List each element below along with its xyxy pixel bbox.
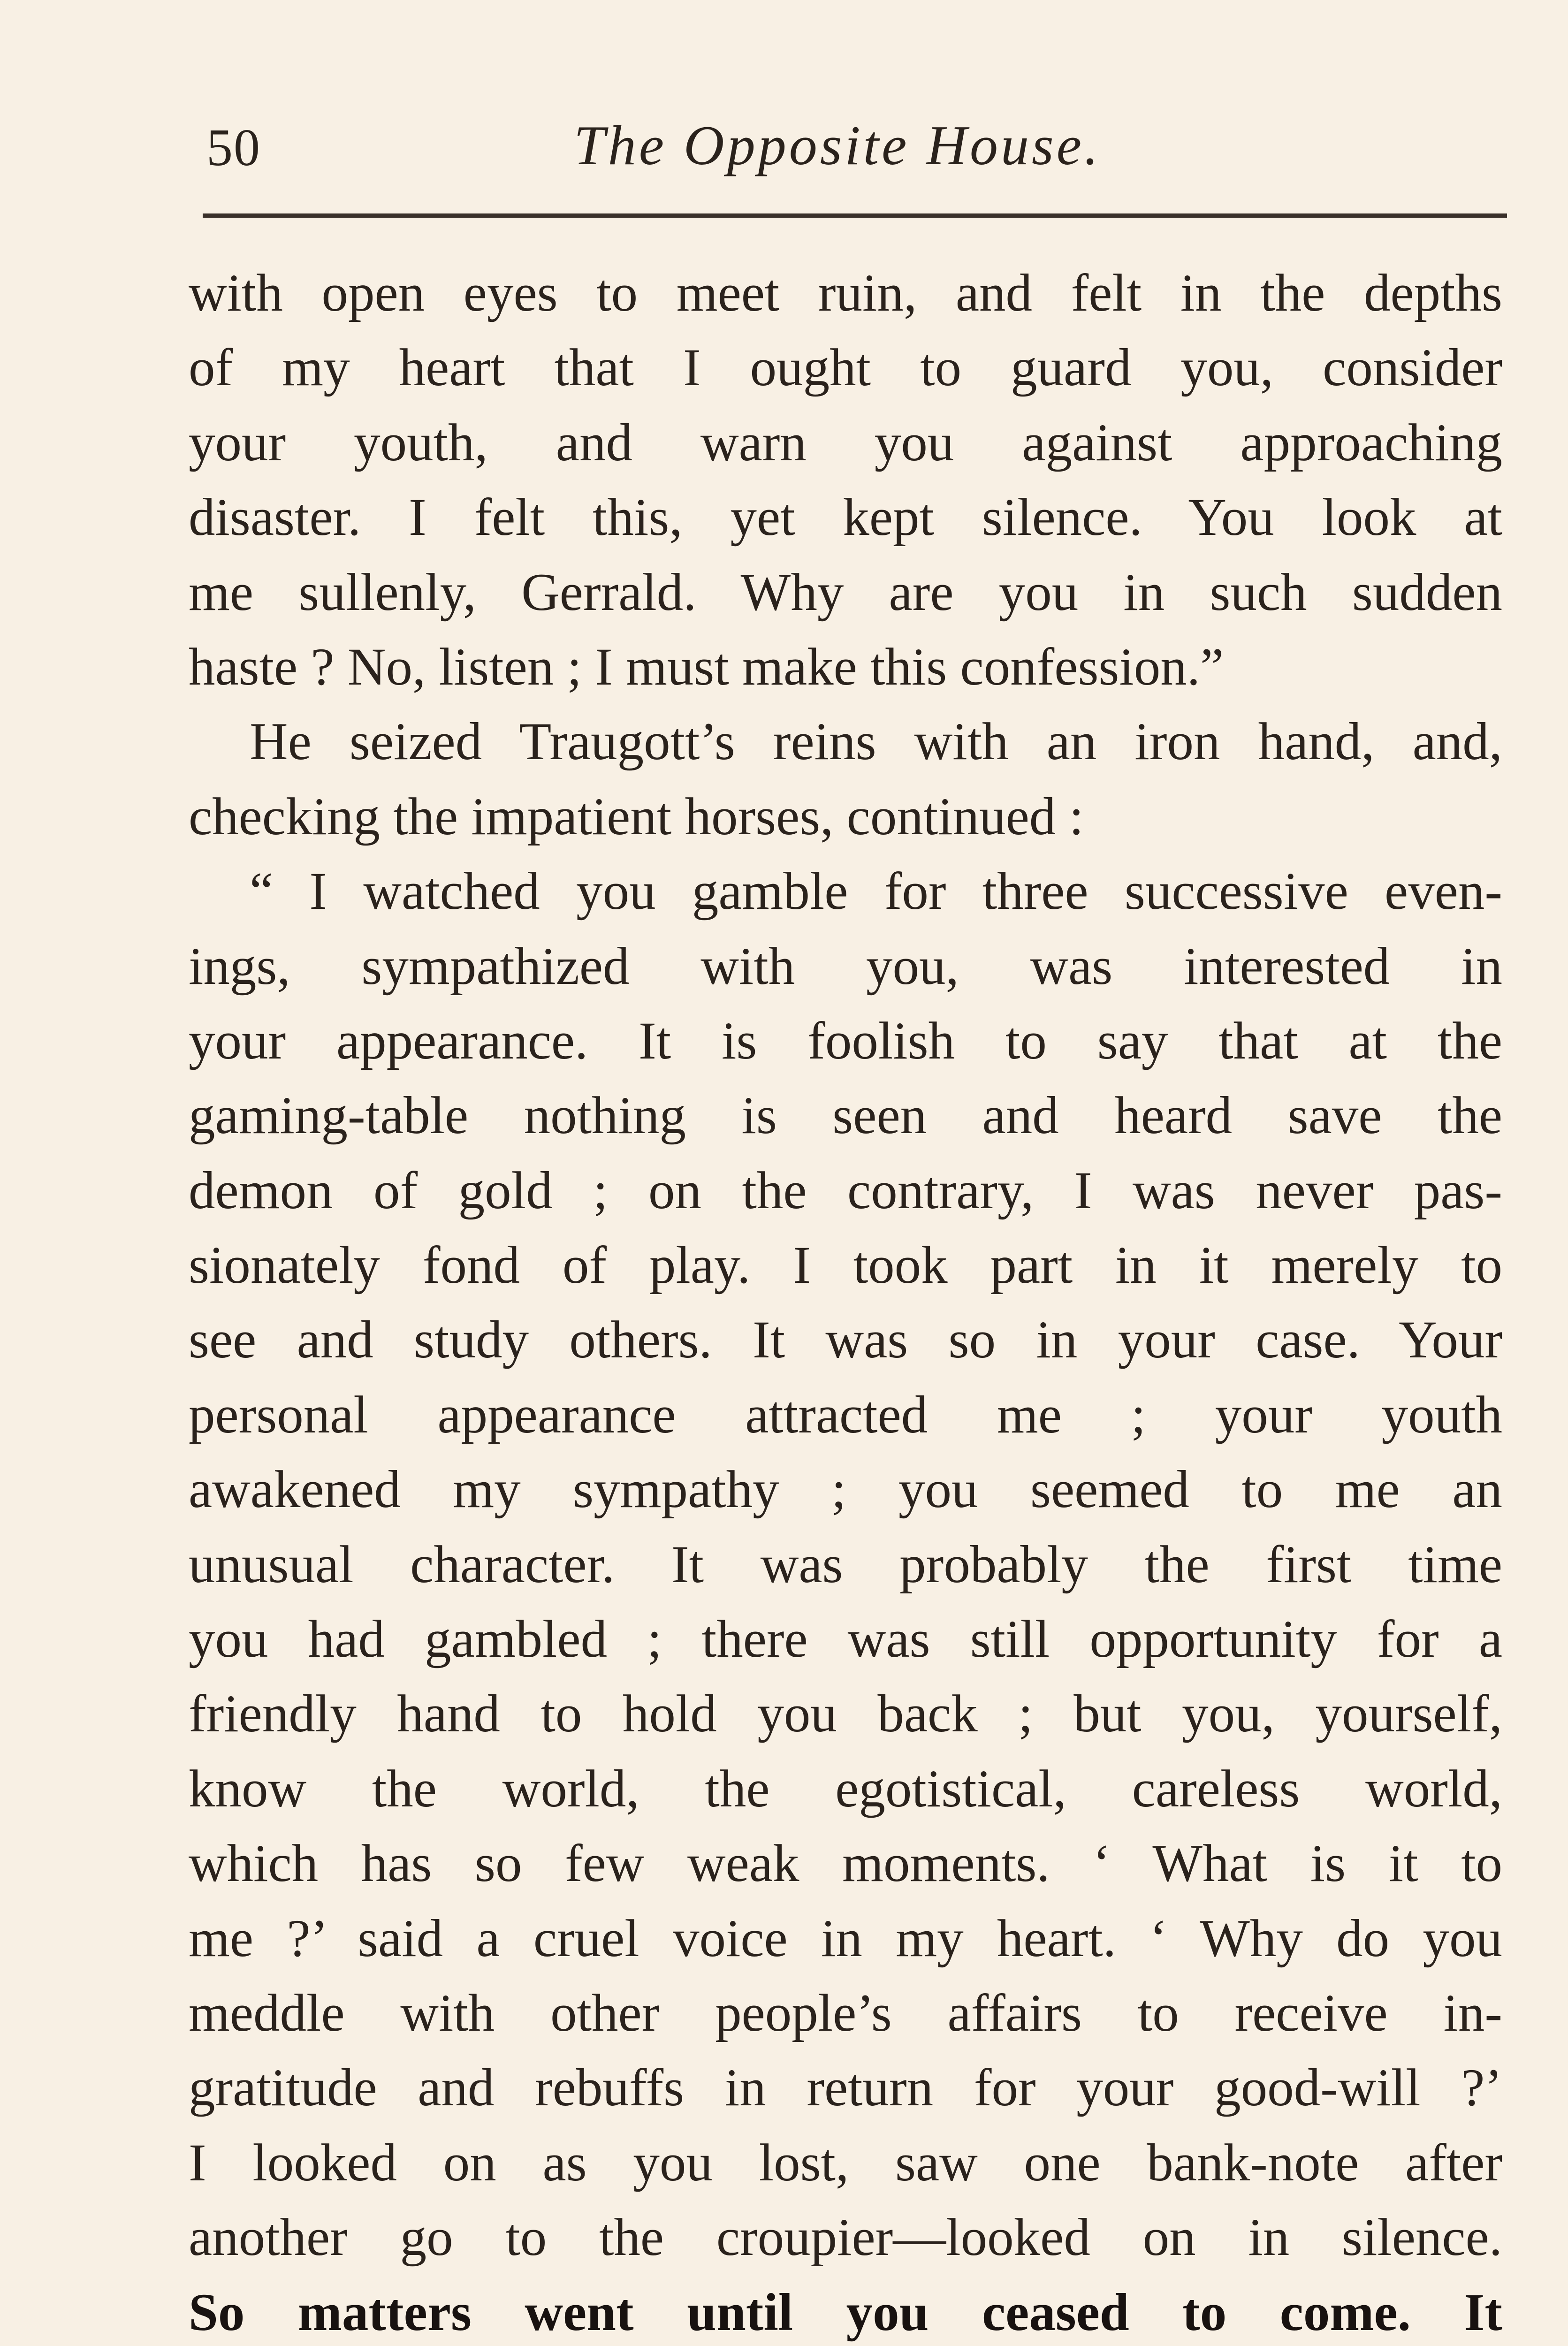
text-line: unusual character. It was probably the first time xyxy=(189,1535,1502,1594)
text-line: with open eyes to meet ruin, and felt in the depths xyxy=(189,264,1502,322)
text-line: see and study others. It was so in your case. Your xyxy=(189,1310,1502,1370)
text-line: gratitude and rebuffs in return for your good-will ?’ xyxy=(189,2058,1502,2117)
text-line: So matters went until you ceased to come. It xyxy=(189,2283,1502,2342)
text-line: I looked on as you lost, saw one bank-note after xyxy=(189,2133,1502,2192)
text-line: checking the impatient horses, continued : xyxy=(189,787,1084,846)
text-line: gaming-table nothing is seen and heard save the xyxy=(189,1086,1502,1145)
text-line: you had gambled ; there was still opportunity for a xyxy=(189,1610,1502,1669)
text-line: demon of gold ; on the contrary, I was never pas- xyxy=(189,1161,1502,1220)
text-line: He seized Traugott’s reins with an iron hand, and, xyxy=(250,712,1502,771)
text-line: which has so few weak moments. ‘ What is it to xyxy=(189,1834,1502,1893)
text-line: your youth, and warn you against approaching xyxy=(189,413,1502,472)
text-line: meddle with other people’s affairs to receive in- xyxy=(189,1983,1502,2042)
text-line: of my heart that I ought to guard you, consider xyxy=(189,338,1502,397)
text-line: your appearance. It is foolish to say that at the xyxy=(189,1011,1502,1070)
body-text xyxy=(189,256,1502,2346)
text-line: friendly hand to hold you back ; but you, yourself, xyxy=(189,1684,1502,1744)
text-line: know the world, the egotistical, careless world, xyxy=(189,1759,1502,1818)
header-rule xyxy=(203,213,1507,218)
text-line: awakened my sympathy ; you seemed to me an xyxy=(189,1460,1502,1519)
text-line: ings, sympathized with you, was interested in xyxy=(189,937,1502,996)
page-number: 50 xyxy=(206,119,261,177)
text-line: me sullenly, Gerrald. Why are you in such sudden xyxy=(189,563,1502,622)
text-line: disaster. I felt this, yet kept silence. You look at xyxy=(189,488,1502,547)
running-title: The Opposite House. xyxy=(574,114,1101,176)
text-line: “ I watched you gamble for three successive even- xyxy=(250,862,1502,921)
text-line: another go to the croupier—looked on in silence. xyxy=(189,2208,1502,2267)
text-line: sionately fond of play. I took part in it merely to xyxy=(189,1236,1502,1295)
text-line: me ?’ said a cruel voice in my heart. ‘ Why do you xyxy=(189,1909,1502,1968)
text-line: personal appearance attracted me ; your youth xyxy=(189,1385,1502,1444)
page-header xyxy=(197,101,1506,181)
text-line: haste ? No, listen ; I must make this confession.” xyxy=(189,637,1224,696)
